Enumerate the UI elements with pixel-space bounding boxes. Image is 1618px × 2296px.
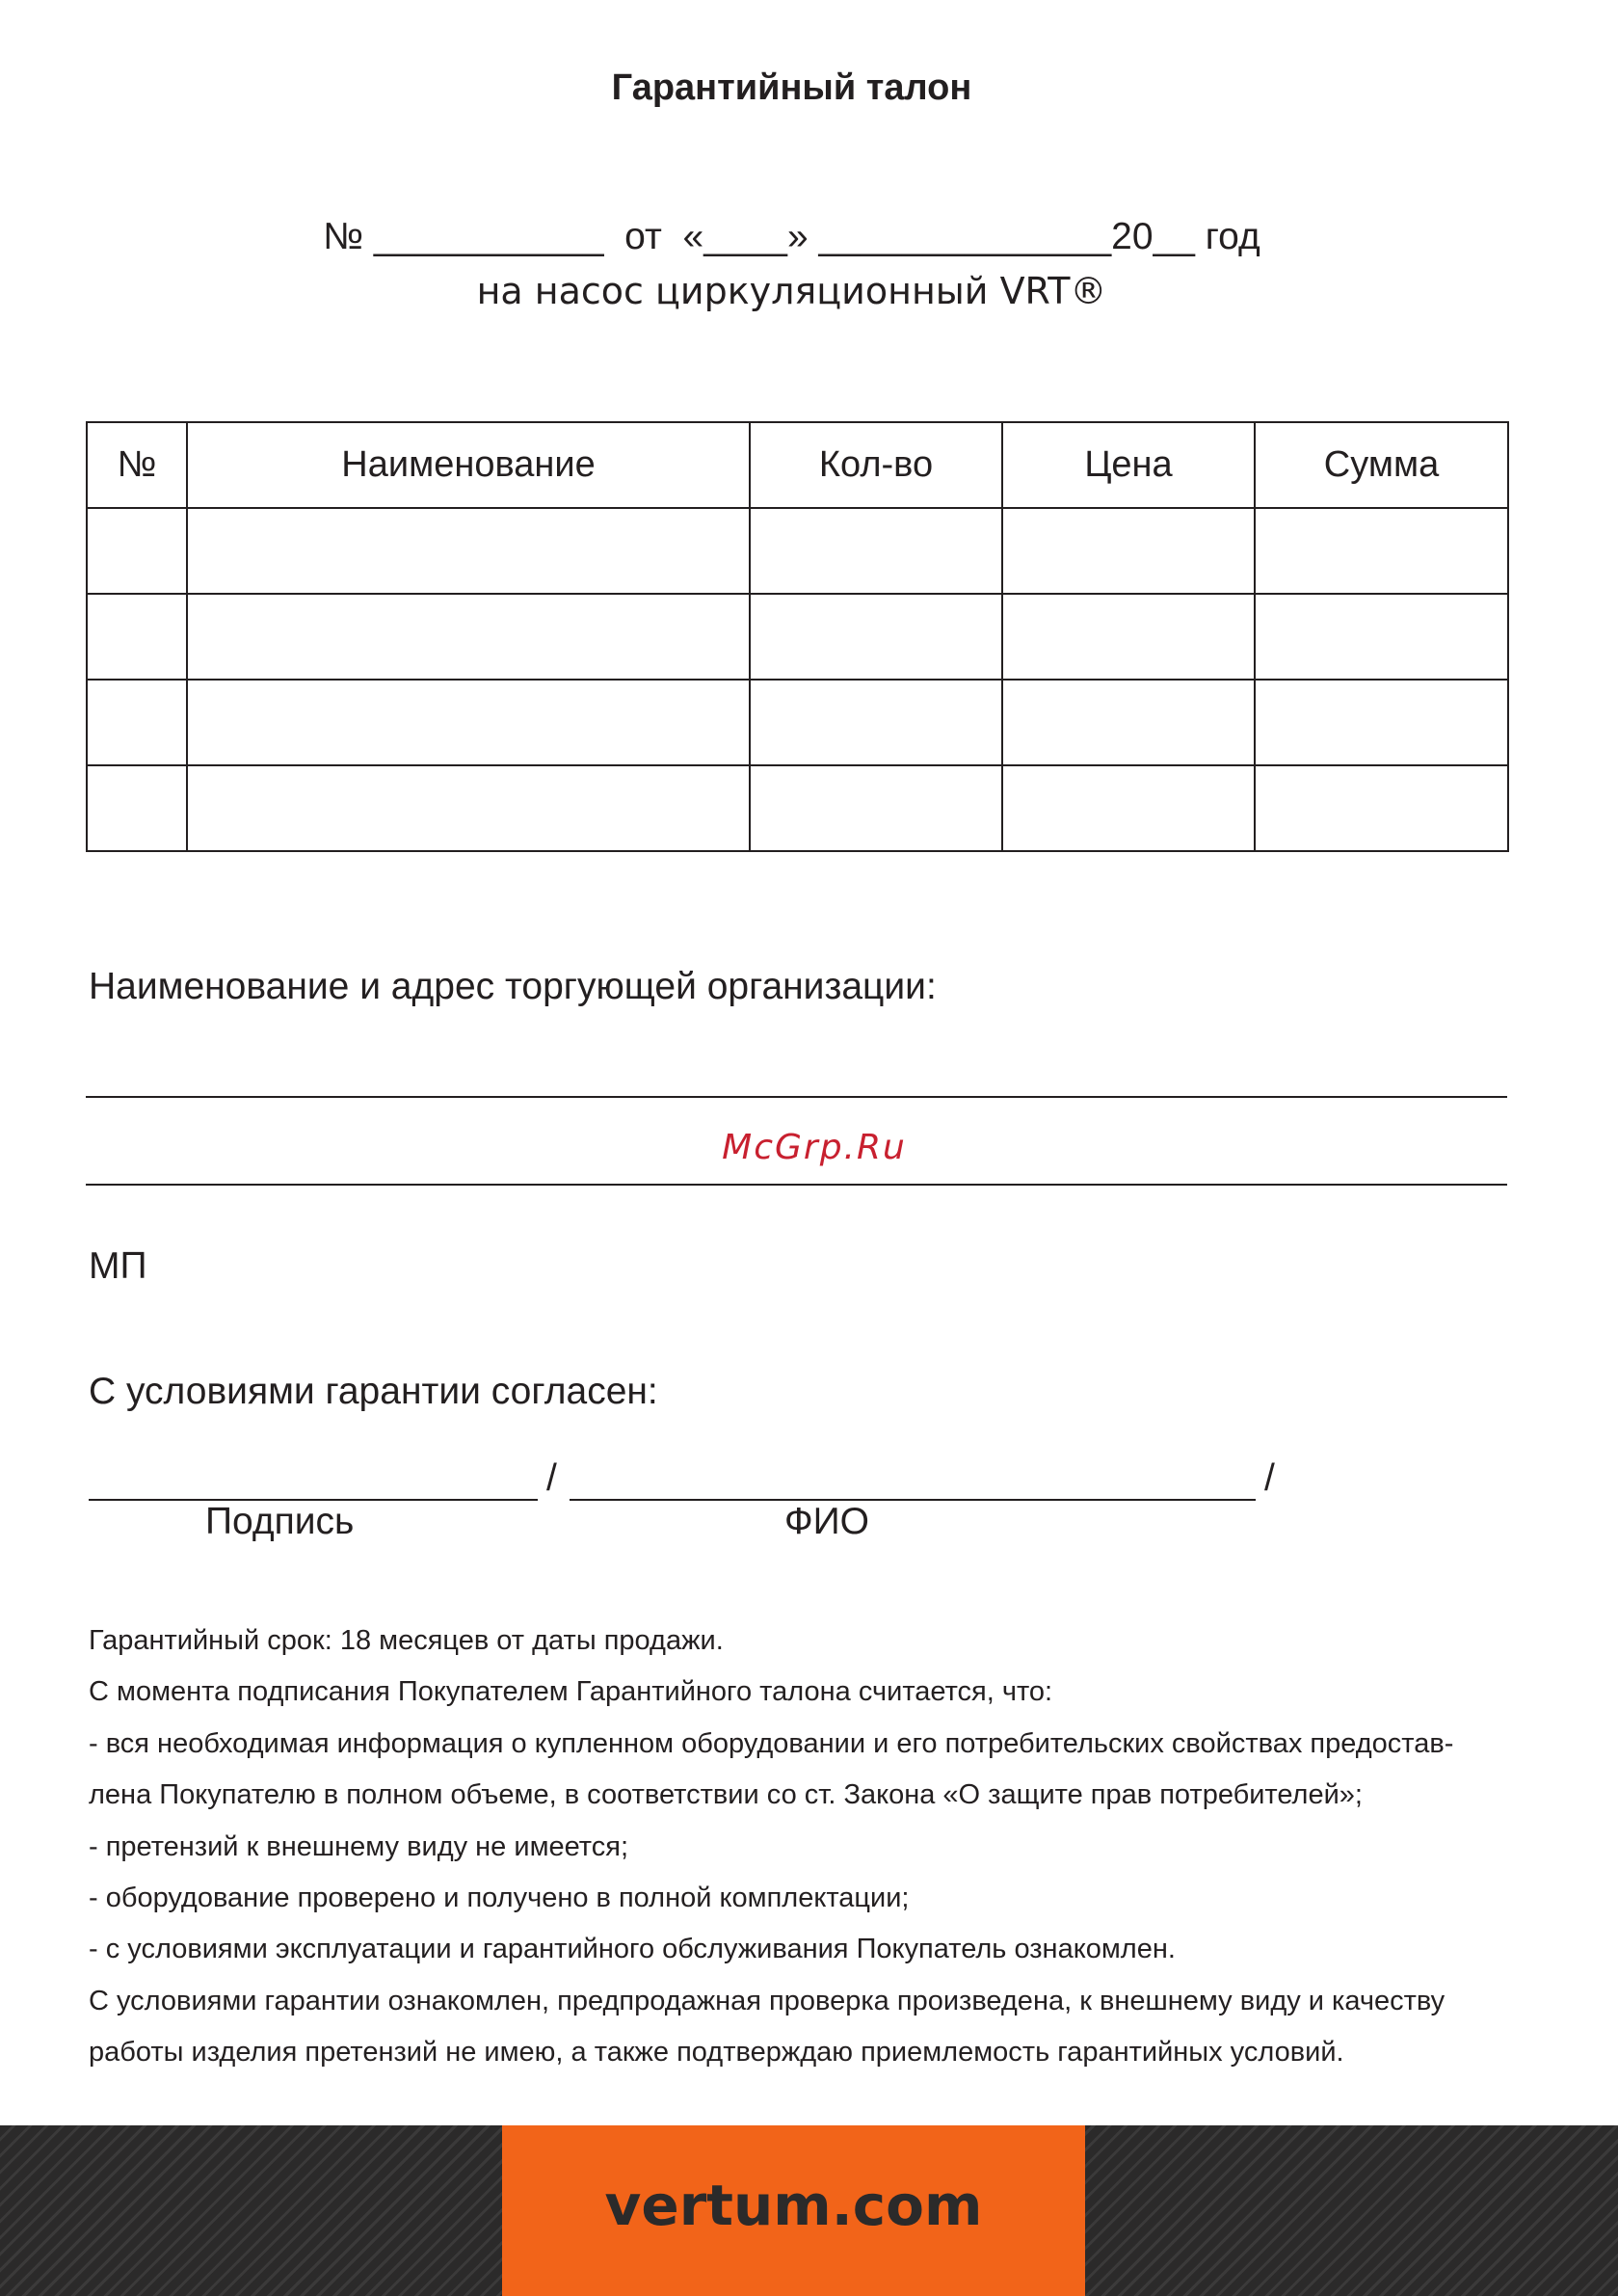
footer-url: vertum.com bbox=[604, 2172, 983, 2238]
cell-sum bbox=[1255, 594, 1508, 680]
cell-price bbox=[1002, 594, 1255, 680]
items-table bbox=[86, 421, 1509, 852]
cell-price bbox=[1002, 508, 1255, 594]
cell-name bbox=[187, 680, 750, 765]
cell-price bbox=[1002, 680, 1255, 765]
cell-number bbox=[87, 594, 187, 680]
terms-line: работы изделия претензий не имею, а также подтверждаю приемлемость гарантийных условий. bbox=[89, 2037, 1344, 2069]
cell-quantity bbox=[750, 594, 1002, 680]
watermark: McGrp.Ru bbox=[722, 1128, 907, 1167]
footer-brand-band bbox=[502, 2125, 1085, 2296]
table-header-row bbox=[87, 422, 1508, 508]
terms-line: - вся необходимая информация о купленном оборудовании и его потребительских свойствах предостав- bbox=[89, 1727, 1454, 1759]
cell-quantity bbox=[750, 508, 1002, 594]
header-name: Наименование bbox=[187, 422, 750, 508]
cell-quantity bbox=[750, 765, 1002, 851]
table-row bbox=[87, 594, 1508, 680]
terms-line: Гарантийный срок: 18 месяцев от даты продажи. bbox=[89, 1625, 724, 1656]
cell-price bbox=[1002, 765, 1255, 851]
name-slash: / bbox=[1264, 1457, 1275, 1499]
terms-line: - с условиями эксплуатации и гарантийного обслуживания Покупатель ознакомлен. bbox=[89, 1934, 1176, 1965]
cell-number bbox=[87, 508, 187, 594]
stamp-label: МП bbox=[89, 1245, 147, 1287]
terms-line: лена Покупателю в полном объеме, в соответствии со ст. Закона «О защите прав потребителей»; bbox=[89, 1779, 1363, 1811]
agreement-label: С условиями гарантии согласен: bbox=[89, 1371, 658, 1412]
terms-line: - оборудование проверено и получено в полной комплектации; bbox=[89, 1882, 910, 1914]
warranty-terms bbox=[89, 1615, 1534, 2079]
header-price: Цена bbox=[1002, 422, 1255, 508]
cell-name bbox=[187, 594, 750, 680]
cell-number bbox=[87, 680, 187, 765]
document-subtitle: на насос циркуляционный VRT® bbox=[476, 270, 1107, 312]
cell-name bbox=[187, 508, 750, 594]
org-line-2 bbox=[86, 1184, 1507, 1186]
org-label: Наименование и адрес торгующей организации: bbox=[89, 966, 937, 1007]
cell-sum bbox=[1255, 680, 1508, 765]
name-caption: ФИО bbox=[784, 1501, 870, 1542]
cell-number bbox=[87, 765, 187, 851]
footer-bar bbox=[0, 2125, 1618, 2296]
org-line-1 bbox=[86, 1096, 1507, 1098]
cell-sum bbox=[1255, 508, 1508, 594]
header-quantity: Кол-во bbox=[750, 422, 1002, 508]
table-row bbox=[87, 765, 1508, 851]
terms-line: - претензий к внешнему виду не имеется; bbox=[89, 1830, 629, 1862]
number-date-line: № ___________ от «____» ______________20__ год bbox=[323, 216, 1260, 257]
header-number: № bbox=[87, 422, 187, 508]
name-line bbox=[570, 1499, 1256, 1501]
cell-name bbox=[187, 765, 750, 851]
signature-slash: / bbox=[546, 1457, 557, 1499]
cell-sum bbox=[1255, 765, 1508, 851]
terms-line: С момента подписания Покупателем Гарантийного талона считается, что: bbox=[89, 1676, 1053, 1708]
terms-line: С условиями гарантии ознакомлен, предпродажная проверка произведена, к внешнему виду и качеству bbox=[89, 1985, 1446, 2016]
table-row bbox=[87, 680, 1508, 765]
table-row bbox=[87, 508, 1508, 594]
document-title: Гарантийный талон bbox=[611, 67, 972, 108]
header-sum: Сумма bbox=[1255, 422, 1508, 508]
cell-quantity bbox=[750, 680, 1002, 765]
signature-caption: Подпись bbox=[205, 1501, 355, 1542]
